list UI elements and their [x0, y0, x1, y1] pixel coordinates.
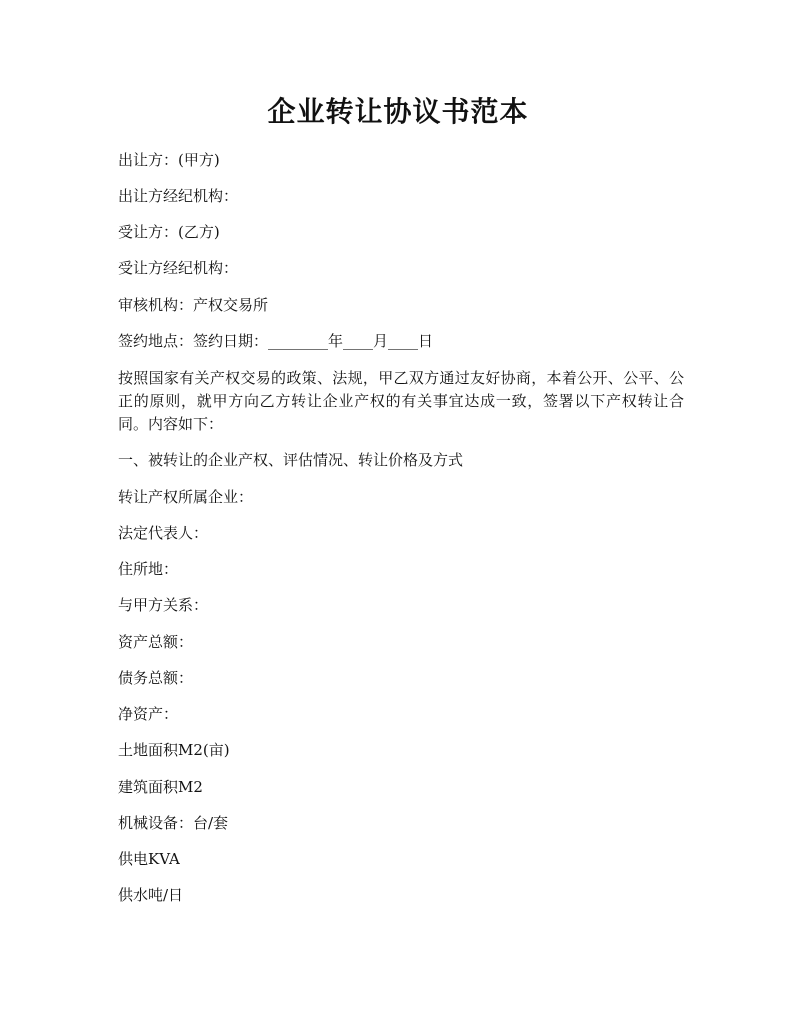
list-item: 债务总额： [118, 669, 194, 687]
list-item: 建筑面积M2 [118, 778, 203, 796]
review-agency-line: 审核机构：产权交易所 [118, 296, 269, 314]
list-item: 转让产权所属企业： [118, 488, 254, 506]
list-item: 土地面积M2(亩) [118, 741, 230, 759]
buyer-agency-line: 受让方经纪机构： [118, 259, 239, 277]
buyer-line: 受让方：(乙方) [118, 223, 220, 241]
list-item: 与甲方关系： [118, 596, 209, 614]
seller-agency-line: 出让方经纪机构： [118, 187, 239, 205]
seller-line: 出让方：(甲方) [118, 151, 220, 169]
list-item: 机械设备：台/套 [118, 814, 229, 832]
signing-place-date-line: 签约地点：签约日期：________年____月____日 [118, 332, 434, 350]
list-item: 供电KVA [118, 850, 180, 868]
list-item: 资产总额： [118, 633, 194, 651]
intro-paragraph: 按照国家有关产权交易的政策、法规，甲乙双方通过友好协商，本着公开、公平、公正的原则，就甲方向乙方转让企业产权的有关事宜达成一致，签署以下产权转让合同。内容如下： [118, 369, 684, 433]
list-item: 住所地： [118, 560, 179, 578]
list-item: 法定代表人： [118, 524, 209, 542]
document-title: 企业转让协议书范本 [267, 95, 529, 128]
list-item: 净资产： [118, 705, 179, 723]
list-item: 供水吨/日 [118, 886, 184, 904]
section-heading: 一、被转让的企业产权、评估情况、转让价格及方式 [118, 451, 464, 469]
